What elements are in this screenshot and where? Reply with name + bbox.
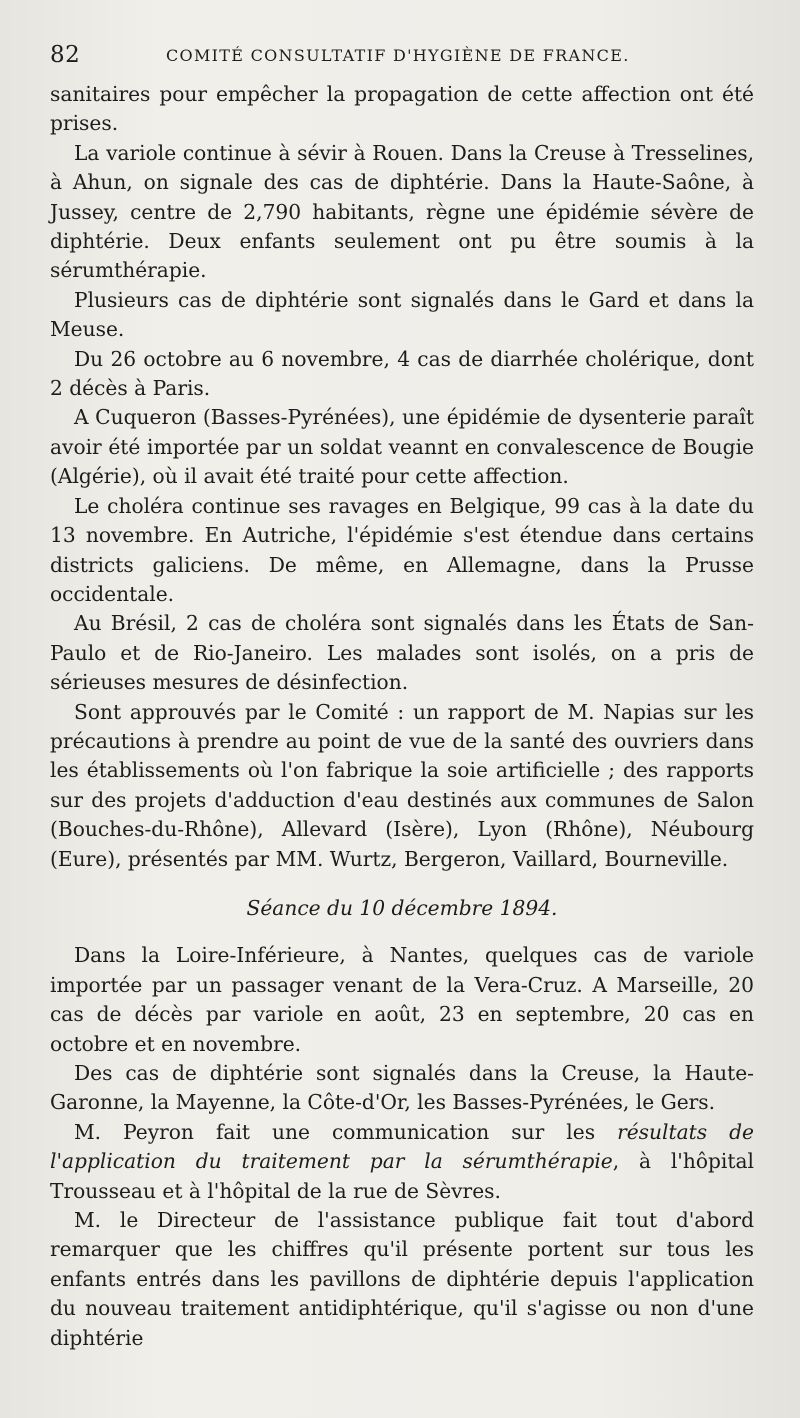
paragraph: Du 26 octobre au 6 novembre, 4 cas de diarrhée cholérique, dont 2 décès à Paris. <box>50 346 754 401</box>
paragraph: M. le Directeur de l'assistance publique fait tout d'abord remarquer que les chiffres qu'il présente portent sur tous les enfants entrés dans les pavillons de diphtérie depuis l'application du nouveau traitement antidiphtérique, qu'il s'agisse ou non d'une diphtérie <box>50 1208 754 1350</box>
paragraph: Sont approuvés par le Comité : un rapport de M. Napias sur les précautions à prendre au point de vue de la santé des ouvriers dans les établissements où l'on fabrique la soie artificielle ; des rapports sur des projets d'adduction d'eau destinés aux communes de Salon (Bouches-du-Rhône), Allevard (Isère), Lyon (Rhône), Néubourg (Eure), présentés par MM. Wurtz, Bergeron, Vaillard, Bourneville. <box>50 699 754 871</box>
paragraph: Des cas de diphtérie sont signalés dans la Creuse, la Haute-Garonne, la Mayenne, la Côte-d'Or, les Basses-Pyrénées, le Gers. <box>50 1061 754 1115</box>
body-text <box>50 80 754 1353</box>
session-heading: Séance du 10 décembre 1894. <box>246 895 558 920</box>
paragraph: Au Brésil, 2 cas de choléra sont signalés dans les États de San-Paulo et de Rio-Janeiro. Les malades sont isolés, on a pris de sérieuses mesures de désinfection. <box>50 611 754 695</box>
page-header <box>50 40 750 76</box>
paragraph: Plusieurs cas de diphtérie sont signalés dans le Gard et dans la Meuse. <box>50 287 754 342</box>
running-head: COMITÉ CONSULTATIF D'HYGIÈNE DE FRANCE. <box>166 46 630 65</box>
paragraph: sanitaires pour empêcher la propagation de cette affection ont été prises. <box>50 82 754 136</box>
paragraph-text: , à l'hôpital Trousseau et à l'hôpital de la rue de Sèvres. <box>50 1149 754 1203</box>
paragraph: Dans la Loire-Inférieure, à Nantes, quelques cas de variole importée par un passager venant de la Vera-Cruz. A Marseille, 20 cas de décès par variole en août, 23 en septembre, 20 cas en octobre et en novembre. <box>50 943 754 1056</box>
italic-title: résultats de l'application du traitement par la sérumthérapie <box>50 1119 754 1174</box>
paragraph: A Cuqueron (Basses-Pyrénées), une épidémie de dysenterie paraît avoir été importée par un soldat veannt en convalescence de Bougie (Algérie), où il avait été traité pour cette affection. <box>50 405 754 489</box>
paragraph: Le choléra continue ses ravages en Belgique, 99 cas à la date du 13 novembre. En Autriche, l'épidémie s'est étendue dans certains districts galiciens. De même, en Allemagne, dans la Prusse occidentale. <box>50 493 754 606</box>
paragraph-text: M. Peyron fait une communication sur les <box>74 1119 618 1144</box>
page-number: 82 <box>50 42 81 68</box>
paragraph: La variole continue à sévir à Rouen. Dans la Creuse à Tresselines, à Ahun, on signale des cas de diphtérie. Dans la Haute-Saône, à Jussey, centre de 2,790 habitants, règne une épidémie sévère de diphtérie. Deux enfants seulement ont pu être soumis à la sérumthérapie. <box>50 140 754 283</box>
paragraph <box>50 1118 754 1206</box>
